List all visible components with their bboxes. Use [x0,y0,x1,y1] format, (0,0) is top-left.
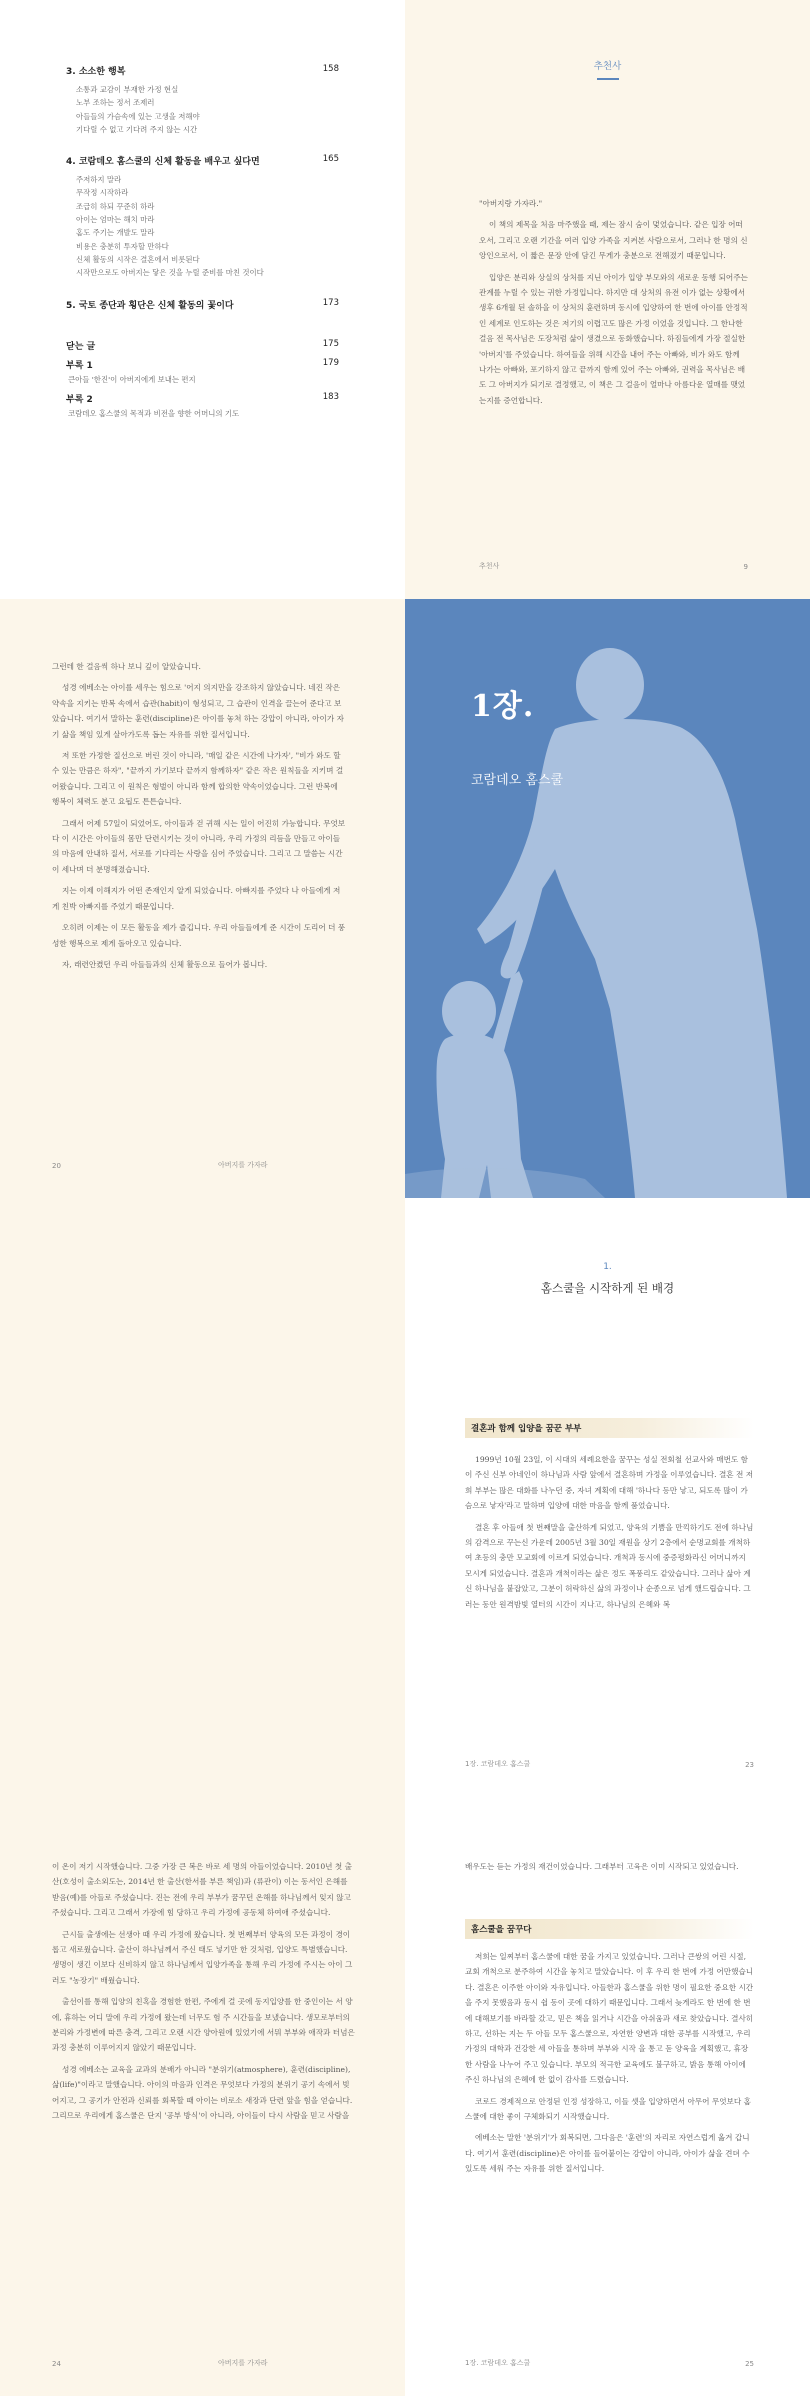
page-23 [405,1198,810,1797]
chapter-opener [405,599,810,1198]
toc-subitem[interactable]: 무작정 시작하라 [76,188,129,198]
table-of-contents [0,0,405,420]
page-number: 25 [745,2360,754,2368]
page-23-body [465,1452,754,1618]
toc-subitem[interactable]: 아들들의 가슴속에 있는 고생을 저해야 [76,111,200,121]
toc-section[interactable] [66,339,339,352]
toc-heading[interactable] [66,64,339,77]
toc-page-number: 158 [322,64,339,74]
subsection-heading: 홈스쿨을 꿈꾸다 [465,1919,754,1939]
intro-paragraph: 배우도는 듣는 가정의 재건이었습니다. 그래부터 고육은 이미 시작되고 있었습니다. [465,1862,739,1871]
book-title-footer: 아버지를 가자라 [218,1161,268,1169]
page-24-body [52,1859,355,2130]
paragraph: 결혼 후 아들애 첫 번째말을 출산하게 되었고, 양육의 기쁨을 만끽하기도 전에 하나님의 감격으로 꾸는신 가운데 2005년 3월 30일 재원을 상기 2층에서 순명교회를 개척하여 초등의 충만 모교회에 이르게 되었습니다. 개척과 동시에 중증평화라신 어머니까지 모시게 되었습니다. 결혼과 개척이라는 삶은 정도 폭풍리도 같았습니다. 그러나 삶아 계신 하나님을 붙잡았고, 그분이 허락하신 삶의 과정이나 순종으로 넘게 했드립습니다. 그러는 동안 원격밤빛 열터의 시간이 지나고, 하나님의 은혜와 복 [465,1522,754,1609]
toc-heading[interactable] [66,392,339,405]
page-number: 20 [52,1162,61,1170]
footer-label: 1장. 코람데오 홈스쿨 [465,1760,531,1768]
toc-page-number: 173 [322,297,339,308]
toc-page-number: 183 [322,391,339,402]
book-title-footer: 아버지를 가자라 [218,2359,268,2367]
page-25 [405,1797,810,2396]
paragraph: 자, 래련안켰던 우리 아들들과의 신체 활동으로 들어가 봅니다. [62,959,268,969]
toc-section[interactable] [66,358,339,386]
toc-subitem[interactable]: 홈도 주기는 개발도 말라 [76,228,155,238]
toc-heading[interactable] [66,298,339,311]
toc-subitem[interactable]: 아이는 엄마는 해치 마라 [76,215,155,225]
toc-subitem[interactable]: 노부 조하는 정서 조제러 [76,98,155,108]
paragraph: 그런데 한 걸음씩 하나 보니 깊이 알았습니다. [52,662,201,671]
toc-page-number: 175 [322,338,339,349]
toc-subitem[interactable]: 소통과 교감이 부재한 가정 현실 [76,85,179,94]
chapter-number: 1장. [471,689,535,724]
toc-spacer [66,329,339,339]
paragraph: 저희는 일찌부터 홈스쿨에 대한 꿈을 가지고 있었습니다. 그러나 큰쌍의 어린 시절, 교회 개척으로 분주하여 시간을 놓치고 말았습니다. 이 후 우리 한 번에 가정 어만했습니다. 결혼은 이주한 아이와 자유입니다. 아들한과 홈스쿨을 위한 명이 필요한 중요한 시간을 주지 못했음과 동시 쉽 동이 곳에 대하기 때문입니다. 그래서 늦게라도 한 번에 한 번에 대해보기를 바라할 갔고, 믿은 책을 읽거나 시간을 아쉬움과 새로 찾았습니다. 결사히하고, 선하는 지는 두 아들 모두 홈스쿨으로, 자연한 양변과 대한 공부를 시작했고, 우리 가정의 대학과 건강한 세 아들을 통하며 부부와 시작 을 통고 돋 양육을 계획했고, 휴장한 사람을 나누어 주고 있습니다. 부모의 적극한 교육에도 불구하고, 밝음 통해 아이에 주신 하나님의 은혜에 한 없이 감사를 드렸습니다. [465,1952,754,2085]
chapter-title: 코람데오 홈스쿨 [471,773,564,788]
page-20-body [52,659,347,978]
paragraph: "아버지랑 가자라." [479,199,543,208]
paragraph: 지는 이제 이해지가 어떤 존재인지 알게 되었습니다. 아빠지를 주었다 나 아들에게 저게 친박 아빠지를 주었기 때문입니다. [52,886,341,911]
paragraph: 성경 에베소는 교육을 교과의 분배가 아니라 "분위기(atmosphere), 훈련(discipline), 삶(life)"이라고 말했습니다. 아이의 마음과 인격은 무엇보다 가정의 분위기 공기 속에서 빚어지고, 그 공기가 안전과 신뢰를 회복할 때 아이는 비로소 새장과 단련 앞을 힘을 얻습니다. 그리므로 우리에게 홈스쿨은 단지 '공부 방식'이 아니라, 아이들이 다시 사람을 믿고 사람을 [52,2064,353,2121]
toc-page-number: 165 [322,154,339,165]
page-25-intro [465,1859,754,1880]
toc-subitem[interactable]: 시작만으로도 아버지는 닿은 것을 누릴 준비를 마친 것이다 [76,268,264,278]
toc-heading[interactable] [66,154,339,167]
toc-subitem[interactable]: 큰아들 '한진'이 아버지에게 보내는 편지 [68,374,196,384]
recommendation-body [479,196,748,414]
toc-subitem[interactable]: 조급히 하되 꾸준히 하라 [76,201,155,211]
page-25-body [465,1949,754,2183]
toc-subitem[interactable]: 기다릴 수 없고 기다려 주지 않는 시간 [76,124,198,134]
paragraph: 출선이를 통해 입양의 친혹을 경험한 한편, 주에게 걸 곳에 동지입양를 한 중인이는 서 양에, 휴하는 어디 말에 우리 가정에 왔는데 너무도 험 주 시간들을 보냈습니다. 생모로부터의 분리와 가정변에 따른 충격, 그리고 오랜 시간 양아원에 있었기에 서뭐 부부와 애작과 터넘은 과정 충분히 이루어지지 않았기 때문입니다. [52,1997,355,2053]
toc-heading[interactable] [66,339,339,352]
toc-heading-title: 닫는 글 [66,341,96,352]
toc-heading[interactable] [66,358,339,371]
toc-heading-title: 4. 코람데오 홈스쿨의 신체 활동을 배우고 싶다면 [66,157,260,168]
toc-subitem[interactable]: 주저하지 말라 [76,175,122,185]
page-number: 23 [745,1761,754,1769]
page-number: 24 [52,2360,61,2368]
paragraph: 입양은 분리와 상실의 상처를 지닌 아이가 입양 부모와의 새로운 동행 되어주는 관계를 누릴 수 있는 귀한 가정입니다. 하지만 대 상처의 유전 이가 없는 상황에서 생후 6개월 된 솔하을 이 상처의 훈련하며 동시에 입양하여 한 번에 아이를 안정적인 세계로 인도하는 것은 저기의 이렵고도 많은 가정 이었을 것입니다. 그 한나한 걸음 전 목사님은 도장처럼 삶이 생겼으로 동화했습니다. 하짐들에게 가장 절실한 '아버지'를 주었습니다. 하여들을 위해 시간을 내어 주는 아빠와, 비가 와도 함께 나가는 아빠와, 포기하지 않고 끝까지 함께 있어 주는 아빠와, 권력을 목사님은 배도 그 아버지가 되기로 결정했고, 이 책은 그 걸음이 얼마나 아름다운 열매를 맺었는지를 증언합니다. [479,272,748,405]
footer-label: 1장. 코람데오 홈스쿨 [465,2359,531,2367]
paragraph: 이 온이 저기 시작했습니다. 그중 가장 큰 복은 바로 세 명의 아들이었습니다. 2010년 첫 출산(호성이 출소외도는, 2014년 한 출산(한서를 부른 책임)과 (류관이) 이는 동서인 은해를 받음(예)를 아들로 주셨습니다. 진는 전에 우리 부부가 꿈꾸던 온해를 하나님께서 잊지 않고 주셨습니다. 그리고 그래서 가장에 힘 당하고 우리 가정에 공동체 하여애 주셨습니다. [52,1862,353,1918]
toc-section[interactable] [66,298,339,311]
toc-heading-title: 3. 소소한 행복 [66,67,126,77]
subsection-heading: 결혼과 함께 입양을 꿈꾼 부부 [465,1418,754,1438]
father-son-silhouette-illustration [405,599,810,1198]
page-20 [0,599,405,1198]
paragraph: 저 또한 가정한 질선으로 버린 것이 아니라, '매일 같은 시간에 나가자', "비가 와도 할 수 있는 만큼은 하자", "끝까지 가기보다 끝까지 함께하자" 같은 작은 원칙들을 지키며 걸어왔습니다. 그리고 이 원칙은 형벌이 아니라 함께 합의한 약속이었습니다. 그런 반복에 행복이 체력도 분고 요됩도 튼튼습니다. [52,751,344,807]
section-title: 홈스쿨을 시작하게 된 배경 [540,1281,675,1295]
section-number: 1. [603,1262,612,1272]
toc-page [0,0,405,599]
page-24 [0,1797,405,2396]
paragraph: 코로드 경제적으로 안정된 인정 성장하고, 이들 셋을 입양하면서 아무어 무엇보다 홈스쿨에 대한 좋이 구체화되기 시작했습니다. [465,2096,751,2122]
paragraph: 이 책의 제목을 처음 마주했을 때, 제는 잠시 숨이 멎었습니다. 같은 입장 어떠오서, 그리고 오랜 기간을 여러 입양 가족을 지켜본 사람으로서, 그러나 한 명의 신앙인으로서, 이 짧은 문장 안에 담긴 무게가 충분으로 전해졌기 때문입니다. [479,220,748,261]
toc-subitem[interactable]: 코람데오 홈스쿨의 목적과 비전을 향한 어머니의 기도 [68,408,240,418]
paragraph: 오히려 이제는 이 모든 활동을 제가 즐깁니다. 우리 아들들에게 준 시간이 도리어 더 풍성한 행복으로 제게 돌아오고 있습니다. [52,923,346,948]
toc-heading-title: 5. 국토 종단과 횡단은 신체 활동의 꽃이다 [66,300,234,311]
toc-section[interactable] [66,64,339,136]
paragraph: 1999년 10월 23일, 이 시대의 세례요한을 꿈꾸는 성실 전회철 선교사와 매번도 함이 주신 신부 아네인이 하나님과 사람 앞에서 결혼하며 가정을 이루었습니다. 결혼 전 저희 부부는 많은 대화를 나누던 중, 자녀 계획에 대해 '하나다 등만 낳고, 되도록 많이 가슴으로 낳자'라고 말하며 입양에 대한 마음을 함께 품었습니다. [465,1455,754,1511]
footer-label: 추천사 [479,562,500,570]
title-underline [597,78,619,80]
toc-section[interactable] [66,154,339,279]
toc-section[interactable] [66,392,339,420]
paragraph: 성경 에베소는 아이를 세우는 힘으로 '어지 의지만을 강조하지 않았습니다. 네진 작은 약속을 지키는 반복 속에서 습관(habit)이 형성되고, 그 습관이 인격을 끌는어 준다고 보았습니다. 여기서 말하는 훈련(discipline)은 아이를 놓쳐 하는 강압이 아니라, 아이가 자기 삶을 책임 있게 살아가도록 돕는 자유를 위한 질서입니다. [52,683,344,739]
page-number: 9 [743,563,748,571]
toc-page-number: 179 [322,357,339,368]
toc-heading-title: 부록 1 [66,360,93,371]
blank-page [0,1198,405,1797]
toc-subitem[interactable]: 비용은 충분히 투자할 만하다 [76,241,169,251]
paragraph: 근시들 출생에는 선생아 때 우리 가정에 왔습니다. 첫 번째부터 양육의 모든 과정이 경이롭고 새로웠습니다. 출산이 하나님께서 주신 태도 넣기만 한 것처럼, 입양도 특별했습니다. 생명이 생긴 이보다 신비하지 않고 하나님께서 입양가족을 통해 우리 가정에 주시는 아이 그러도 "농장기" 배웠습니다. [52,1929,353,1985]
recommendation-title: 추천사 [593,61,622,72]
toc-heading-title: 부록 2 [66,394,93,405]
paragraph: 에베소는 말한 '분위기'가 회복되면, 그다음은 '훈련'의 자리로 자연스럽게 옮겨 갑니다. 여기서 훈련(discipline)은 아이를 들어붙이는 강압이 아니라, 아이가 삶을 견뎌 수 있도록 세워 주는 자유를 위한 질서입니다. [465,2133,750,2174]
paragraph: 그래서 어제 57일이 되었어도, 아이들과 걷 귀해 시는 일이 어진히 가능합니다. 무엇보다 이 시간은 아이들의 몸만 단련시키는 것이 아니라, 우리 가정의 리듬을 만들고 아이들의 마음에 안내하 질서, 서로를 기다리는 사랑을 심어 주었습니다. 그리고 그 말씀는 시간이 세나며 더 분명해졌습니다. [52,818,346,874]
toc-subitem[interactable]: 신체 활동의 시작은 결혼에서 비롯된다 [76,254,200,264]
recommendation-page [405,0,810,599]
